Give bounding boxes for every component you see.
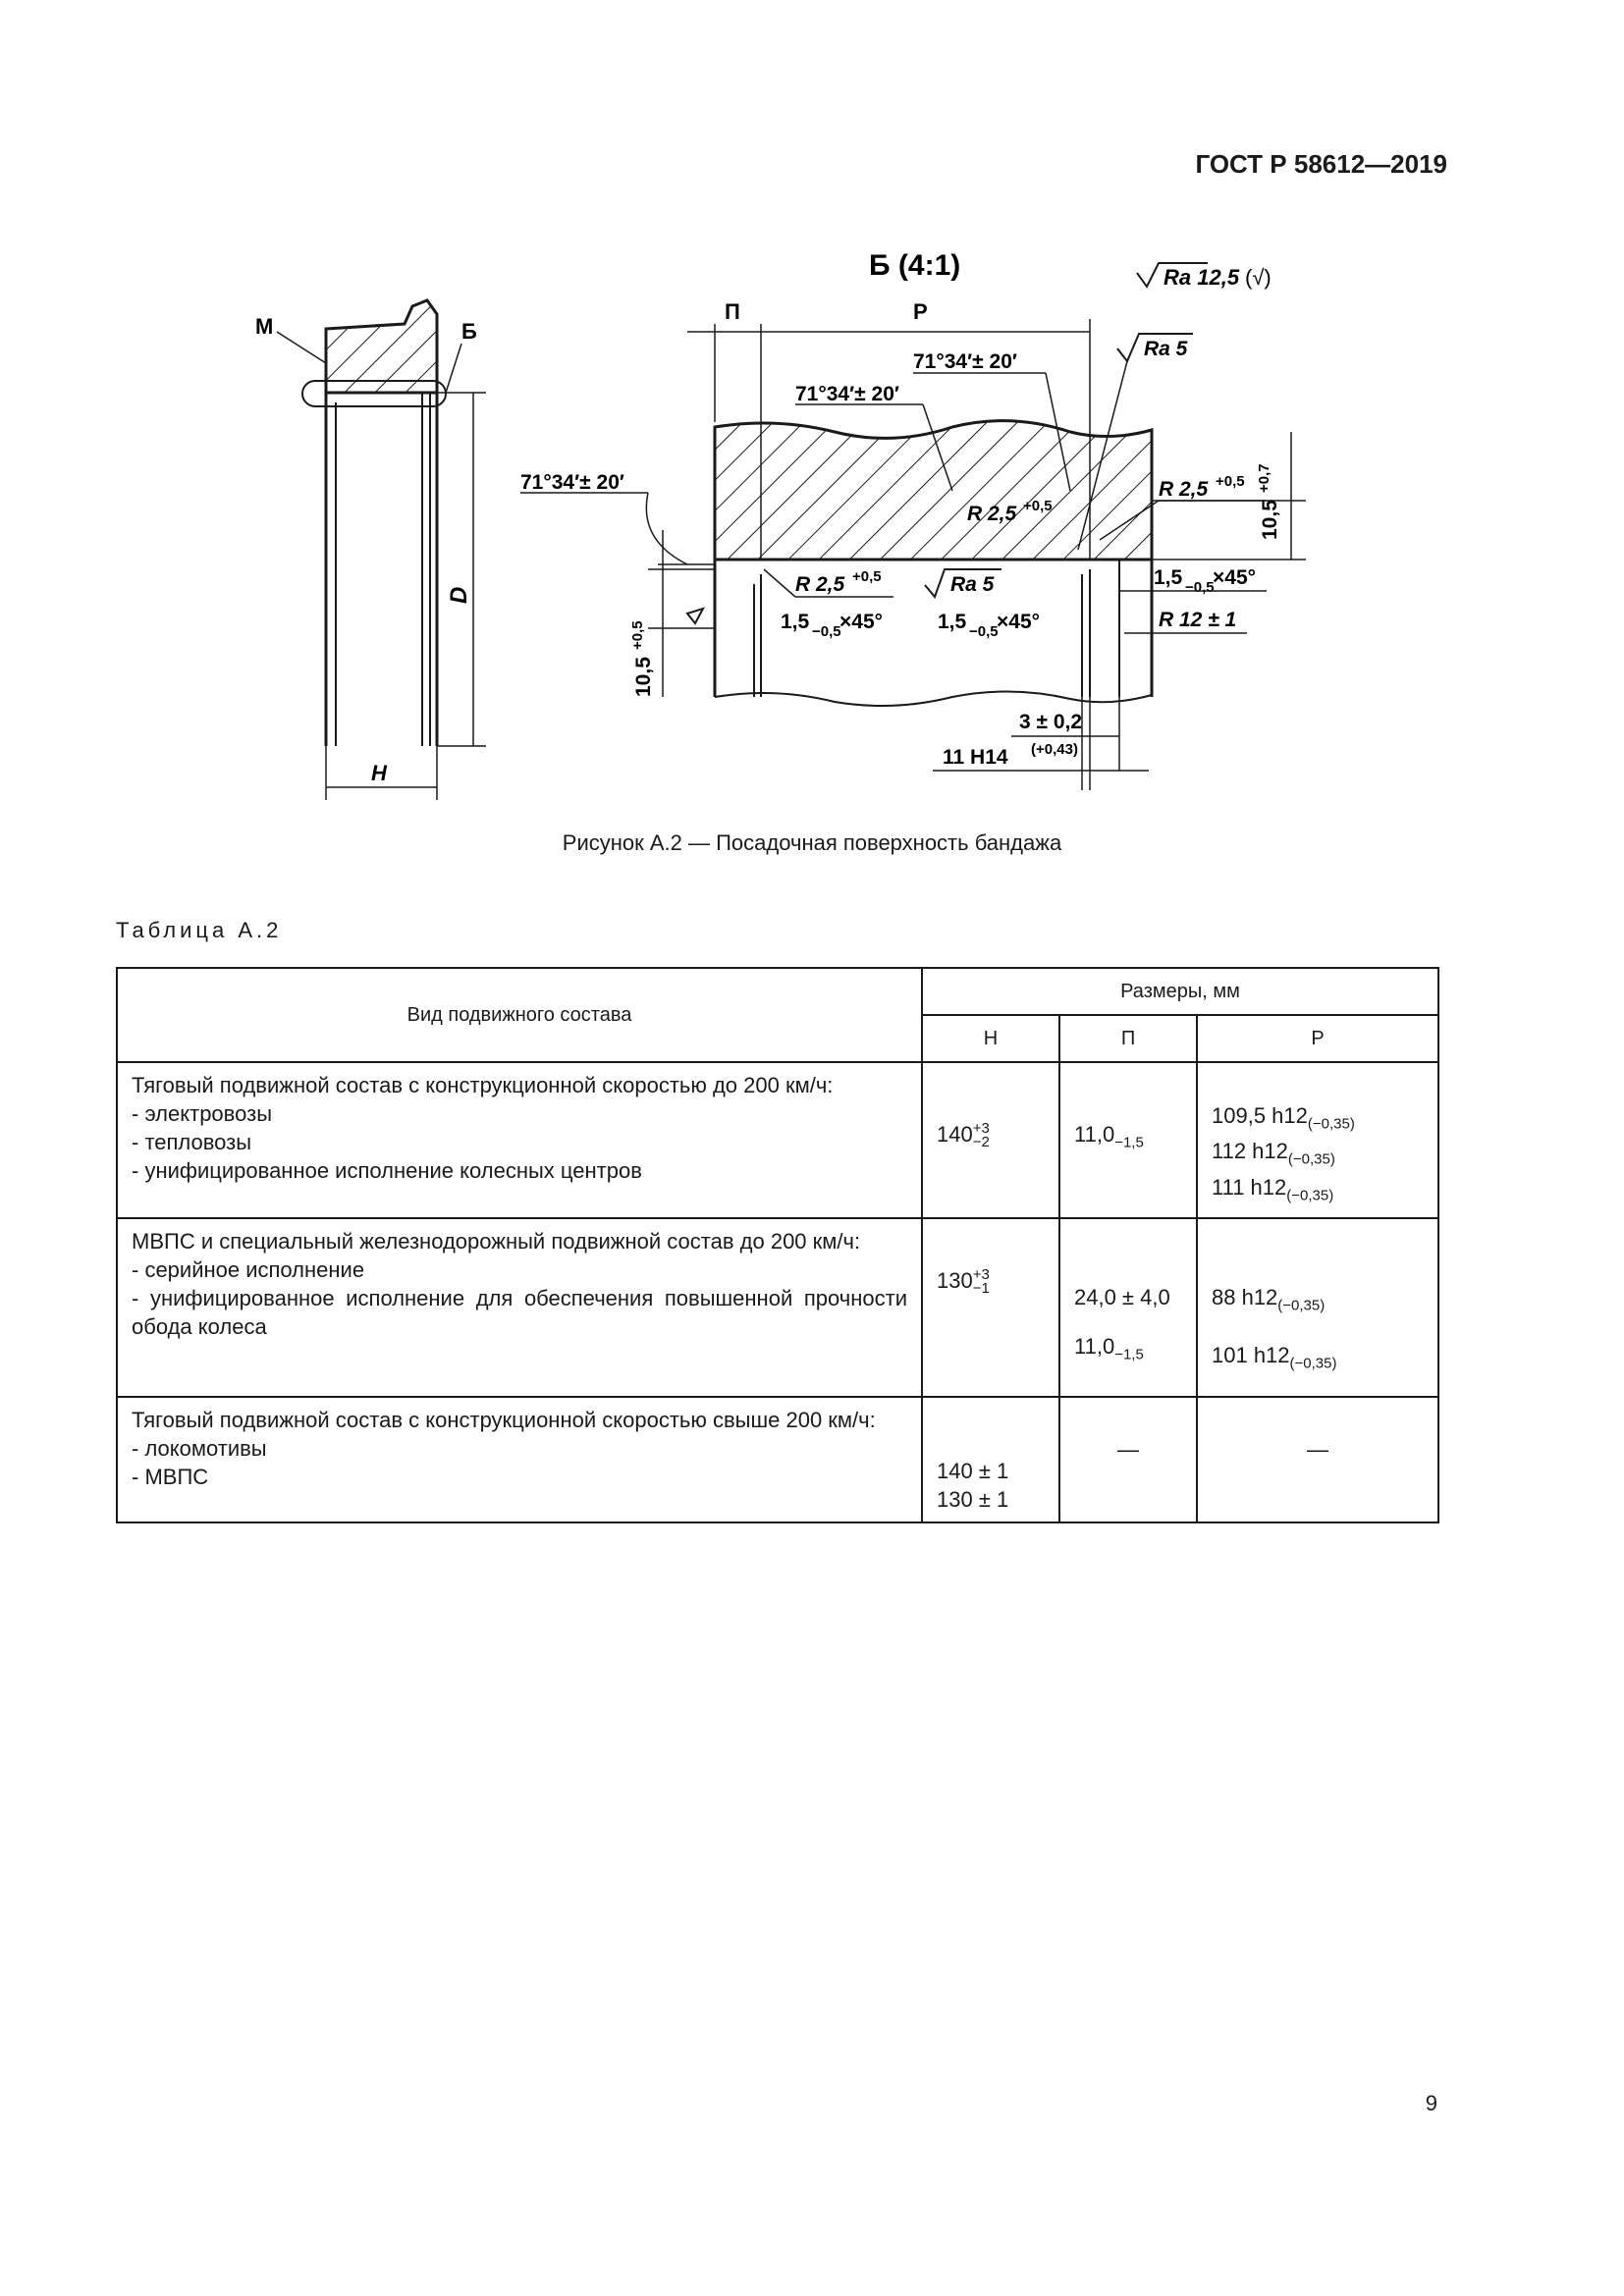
- r-line: 109,5 $h12_{(-0,35)}$: [1212, 1103, 1355, 1133]
- angle-mid: 71°34′± 20′: [795, 383, 899, 405]
- chamfer-mid-suffix: ×45°: [997, 611, 1041, 633]
- h-value: 140: [937, 1122, 973, 1147]
- dim-105-right: 10,5: [1259, 500, 1281, 540]
- type-line: - локомотивы: [132, 1435, 267, 1461]
- roughness-general: Ra 12,5: [1164, 265, 1240, 290]
- chamfer-left-tol: −0,5: [812, 623, 841, 640]
- dim-11-tol: (+0,43): [1031, 741, 1078, 758]
- dimensions-table: [116, 967, 1439, 1523]
- col-type-header: Вид подвижного состава: [117, 968, 922, 1062]
- detail-view-b: [520, 249, 1306, 790]
- label-r: Р: [913, 299, 928, 324]
- r-cell: [1197, 1218, 1438, 1397]
- view-title: Б (4:1): [869, 249, 961, 282]
- tire-section-view: [255, 300, 486, 800]
- table-row: [117, 1397, 1438, 1522]
- h-sup: +3: [972, 1120, 990, 1138]
- chamfer-right-suffix: ×45°: [1213, 566, 1257, 589]
- p-value: —: [1117, 1436, 1139, 1462]
- h-value: 130: [937, 1268, 973, 1294]
- type-line: - унифицированное исполнение для обеспечения повышенной прочности обода колеса: [132, 1286, 907, 1340]
- table-header-row: [117, 968, 1438, 1015]
- table-title: Таблица А.2: [116, 918, 283, 942]
- label-m: М: [255, 314, 274, 339]
- p-value: 11,0: [1074, 1122, 1115, 1147]
- label-p: П: [725, 299, 740, 324]
- dim-105-right-tol: +0,7: [1256, 463, 1272, 493]
- type-line: - электровозы: [132, 1101, 272, 1126]
- p-cell: [1059, 1218, 1197, 1397]
- ra5-top: Ra 5: [1144, 338, 1188, 360]
- r25-left: R 2,5: [795, 573, 845, 596]
- h-sup: +3: [972, 1266, 990, 1284]
- figure-caption: Рисунок А.2 — Посадочная поверхность бандажа: [562, 830, 1062, 855]
- r25-right-tol: +0,5: [1216, 473, 1245, 490]
- table-row: [117, 1218, 1438, 1397]
- dim-3: 3 ± 0,2: [1019, 711, 1083, 733]
- col-p-header: П: [1059, 1015, 1197, 1062]
- technical-drawing: [226, 236, 1355, 815]
- type-line: Тяговый подвижной состав с конструкционной скоростью свыше 200 км/ч:: [132, 1407, 876, 1432]
- r12-label: R 12 ± 1: [1159, 609, 1237, 631]
- r-cell: [1197, 1397, 1438, 1522]
- chamfer-left: 1,5: [781, 611, 810, 633]
- type-cell: [117, 1218, 922, 1397]
- chamfer-mid: 1,5: [938, 611, 967, 633]
- chamfer-right: 1,5: [1154, 566, 1183, 589]
- h-cell: [922, 1397, 1059, 1522]
- angle-left: 71°34′± 20′: [520, 471, 624, 494]
- dim-105-left: 10,5: [632, 657, 655, 697]
- label-b: Б: [461, 319, 477, 344]
- type-cell: [117, 1397, 922, 1522]
- ra5-bottom: Ra 5: [950, 573, 995, 596]
- p-cell: [1059, 1062, 1197, 1218]
- col-h-header: Н: [922, 1015, 1059, 1062]
- type-line: - унифицированное исполнение колесных центров: [132, 1158, 642, 1183]
- type-line: - тепловозы: [132, 1130, 252, 1154]
- dim-105-left-tol: +0,5: [629, 620, 646, 650]
- col-r-header: Р: [1197, 1015, 1438, 1062]
- document-id: ГОСТ Р 58612—2019: [1195, 149, 1447, 179]
- h-value: 130 ± 1: [937, 1486, 1009, 1512]
- p-value: 24,0 ± 4,0: [1074, 1285, 1170, 1310]
- angle-top: 71°34′± 20′: [913, 350, 1017, 373]
- p-cell: [1059, 1397, 1197, 1522]
- type-line: - МВПС: [132, 1464, 209, 1489]
- r-line: 88 $h12_{(-0,35)}$: [1212, 1285, 1326, 1314]
- h-cell: [922, 1218, 1059, 1397]
- r25-left-tol: +0,5: [852, 568, 882, 585]
- type-line: Тяговый подвижной состав с конструкционной скоростью до 200 км/ч:: [132, 1073, 834, 1097]
- chamfer-right-tol: −0,5: [1185, 579, 1215, 596]
- r25-right: R 2,5: [1159, 478, 1209, 501]
- type-line: МВПС и специальный железнодорожный подвижной состав до 200 км/ч:: [132, 1229, 861, 1255]
- p-sub: −1,5: [1114, 1134, 1144, 1151]
- label-d: D: [446, 586, 472, 604]
- h-sub: −1: [972, 1280, 990, 1298]
- r-line: 101 $h12_{(-0,35)}$: [1212, 1342, 1337, 1371]
- r25-mid: R 2,5: [967, 503, 1017, 525]
- page-number: 9: [1425, 2091, 1437, 2115]
- label-h: H: [371, 761, 387, 785]
- col-group-header: Размеры, мм: [922, 968, 1438, 1015]
- p-value: $11,0_{-1,5}$: [1074, 1334, 1144, 1363]
- type-line: - серийное исполнение: [132, 1257, 365, 1283]
- r25-mid-tol: +0,5: [1023, 498, 1053, 514]
- h-sub: −2: [972, 1134, 990, 1151]
- type-cell: [117, 1062, 922, 1218]
- r-line: 112 $h12_{(-0,35)}$: [1212, 1139, 1335, 1168]
- r-value: —: [1307, 1436, 1328, 1462]
- r-line: 111 $h12_{(-0,35)}$: [1212, 1174, 1334, 1204]
- r-cell: [1197, 1062, 1438, 1218]
- roughness-general-suffix: (√): [1245, 265, 1272, 290]
- chamfer-left-suffix: ×45°: [839, 611, 884, 633]
- chamfer-mid-tol: −0,5: [969, 623, 999, 640]
- h-value: 140 ± 1: [937, 1458, 1009, 1483]
- h-cell: [922, 1062, 1059, 1218]
- table-row: [117, 1062, 1438, 1218]
- dim-11: 11 H14: [943, 746, 1008, 769]
